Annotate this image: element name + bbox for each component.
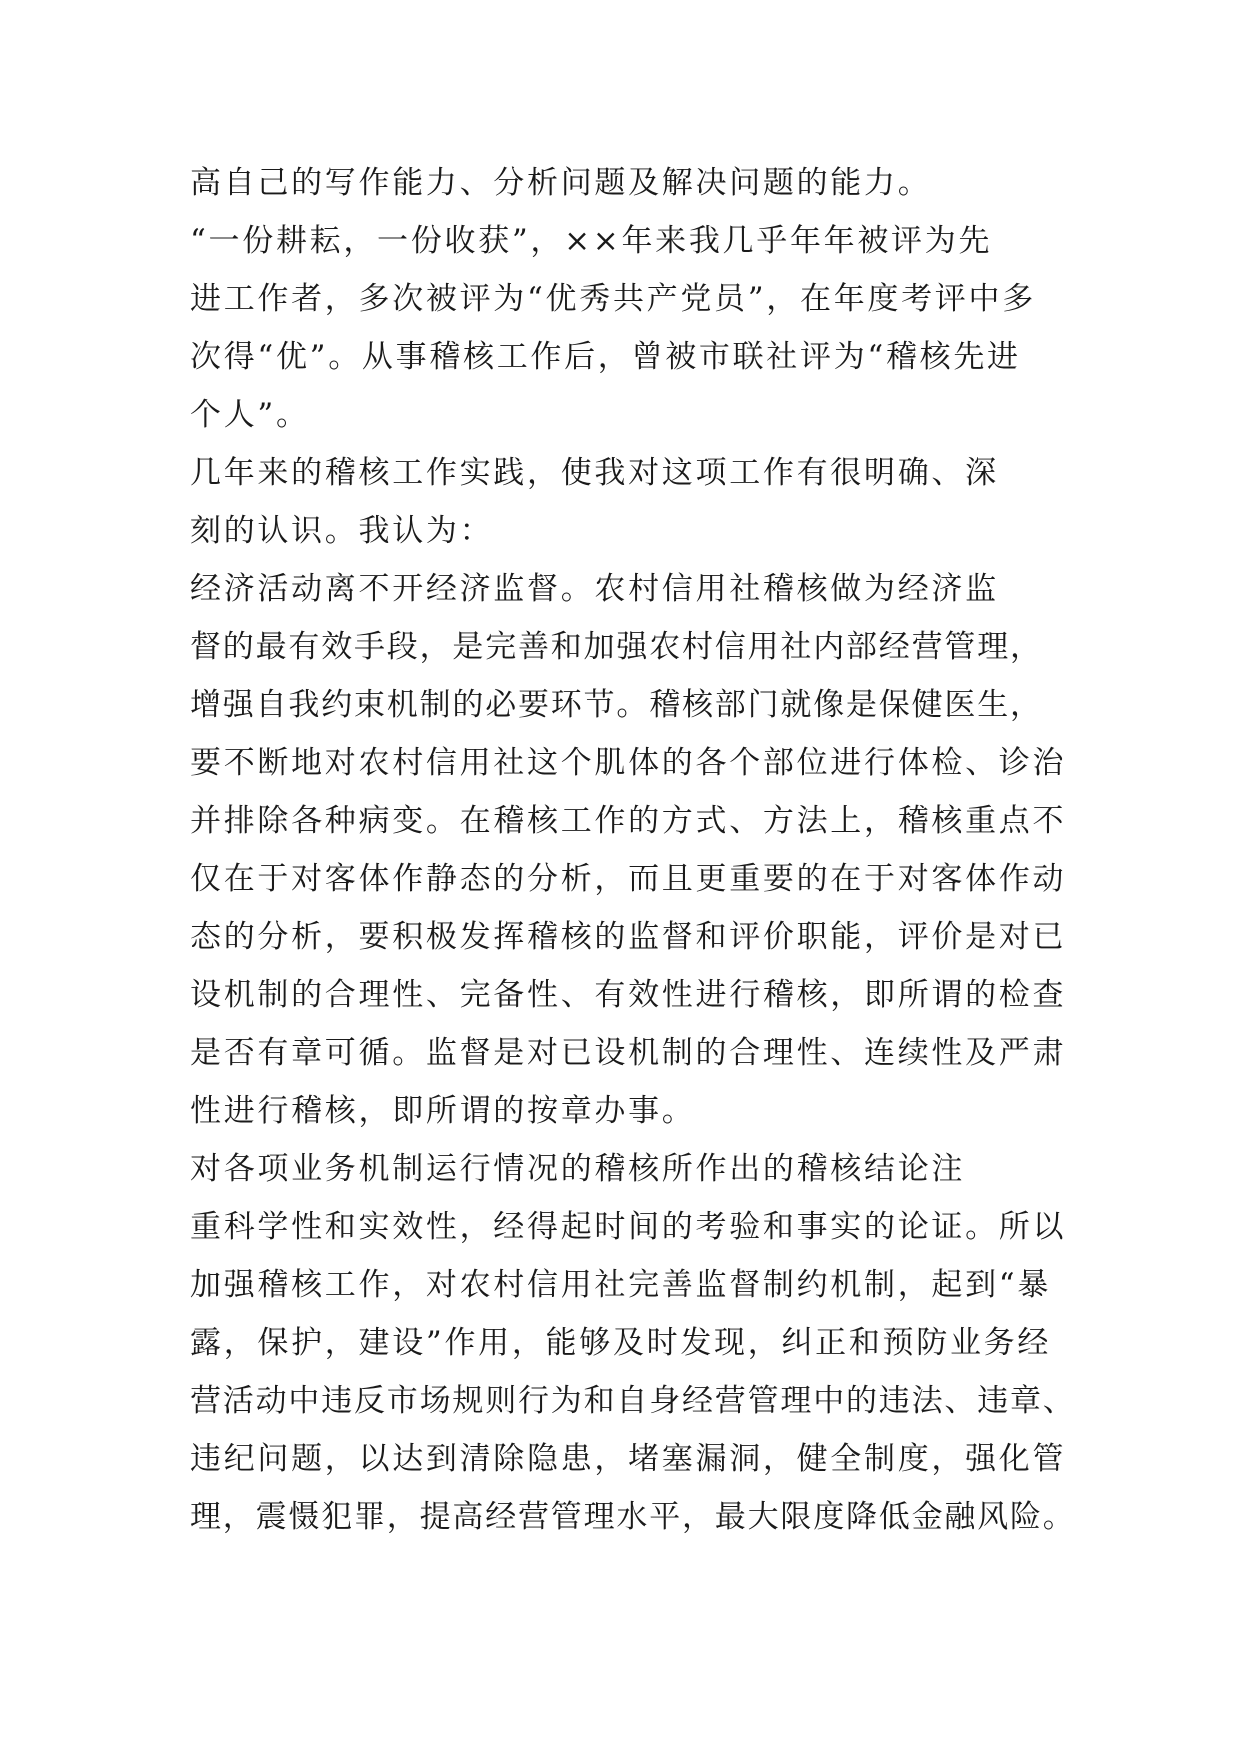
text-line: 次得“优”。从事稽核工作后，曾被市联社评为“稽核先进: [190, 339, 1021, 375]
text-line: 加强稽核工作，对农村信用社完善监督制约机制，起到“暴: [190, 1267, 1052, 1303]
text-line: 仅在于对客体作静态的分析，而且更重要的在于对客体作动: [190, 861, 1067, 897]
text-line: 态的分析，要积极发挥稽核的监督和评价职能，评价是对已: [190, 919, 1067, 955]
text-line: 对各项业务机制运行情况的稽核所作出的稽核结论注: [190, 1151, 966, 1187]
body-text: [190, 154, 1076, 1546]
text-line: 设机制的合理性、完备性、有效性进行稽核，即所谓的检查: [190, 977, 1067, 1013]
text-line: 进工作者，多次被评为“优秀共产党员”，在年度考评中多: [190, 281, 1036, 317]
text-line: 督的最有效手段，是完善和加强农村信用社内部经营管理，: [190, 629, 1043, 665]
text-line: 经济活动离不开经济监督。农村信用社稽核做为经济监: [190, 571, 999, 607]
text-line: 个人”。: [190, 397, 310, 433]
text-line: 违纪问题，以达到清除隐患，堵塞漏洞，健全制度，强化管: [190, 1441, 1067, 1477]
text-line: 营活动中违反市场规则行为和自身经营管理中的违法、违章、: [190, 1383, 1076, 1419]
text-line: 重科学性和实效性，经得起时间的考验和事实的论证。所以: [190, 1209, 1067, 1245]
text-line: 高自己的写作能力、分析问题及解决问题的能力。: [190, 165, 932, 201]
text-line: 是否有章可循。监督是对已设机制的合理性、连续性及严肃: [190, 1035, 1067, 1071]
text-line: “一份耕耘，一份收获”，××年来我几乎年年被评为先: [190, 223, 993, 259]
text-line: 露，保护，建设”作用，能够及时发现，纠正和预防业务经: [190, 1325, 1052, 1361]
text-line: 性进行稽核，即所谓的按章办事。: [190, 1093, 696, 1129]
text-line: 要不断地对农村信用社这个肌体的各个部位进行体检、诊治: [190, 745, 1067, 781]
text-line: 增强自我约束机制的必要环节。稽核部门就像是保健医生，: [190, 687, 1043, 723]
text-line: 理，震慑犯罪，提高经营管理水平，最大限度降低金融风险。: [190, 1499, 1076, 1535]
text-line: 刻的认识。我认为：: [190, 513, 494, 549]
text-line: 并排除各种病变。在稽核工作的方式、方法上，稽核重点不: [190, 803, 1067, 839]
text-line: 几年来的稽核工作实践，使我对这项工作有很明确、深: [190, 455, 999, 491]
